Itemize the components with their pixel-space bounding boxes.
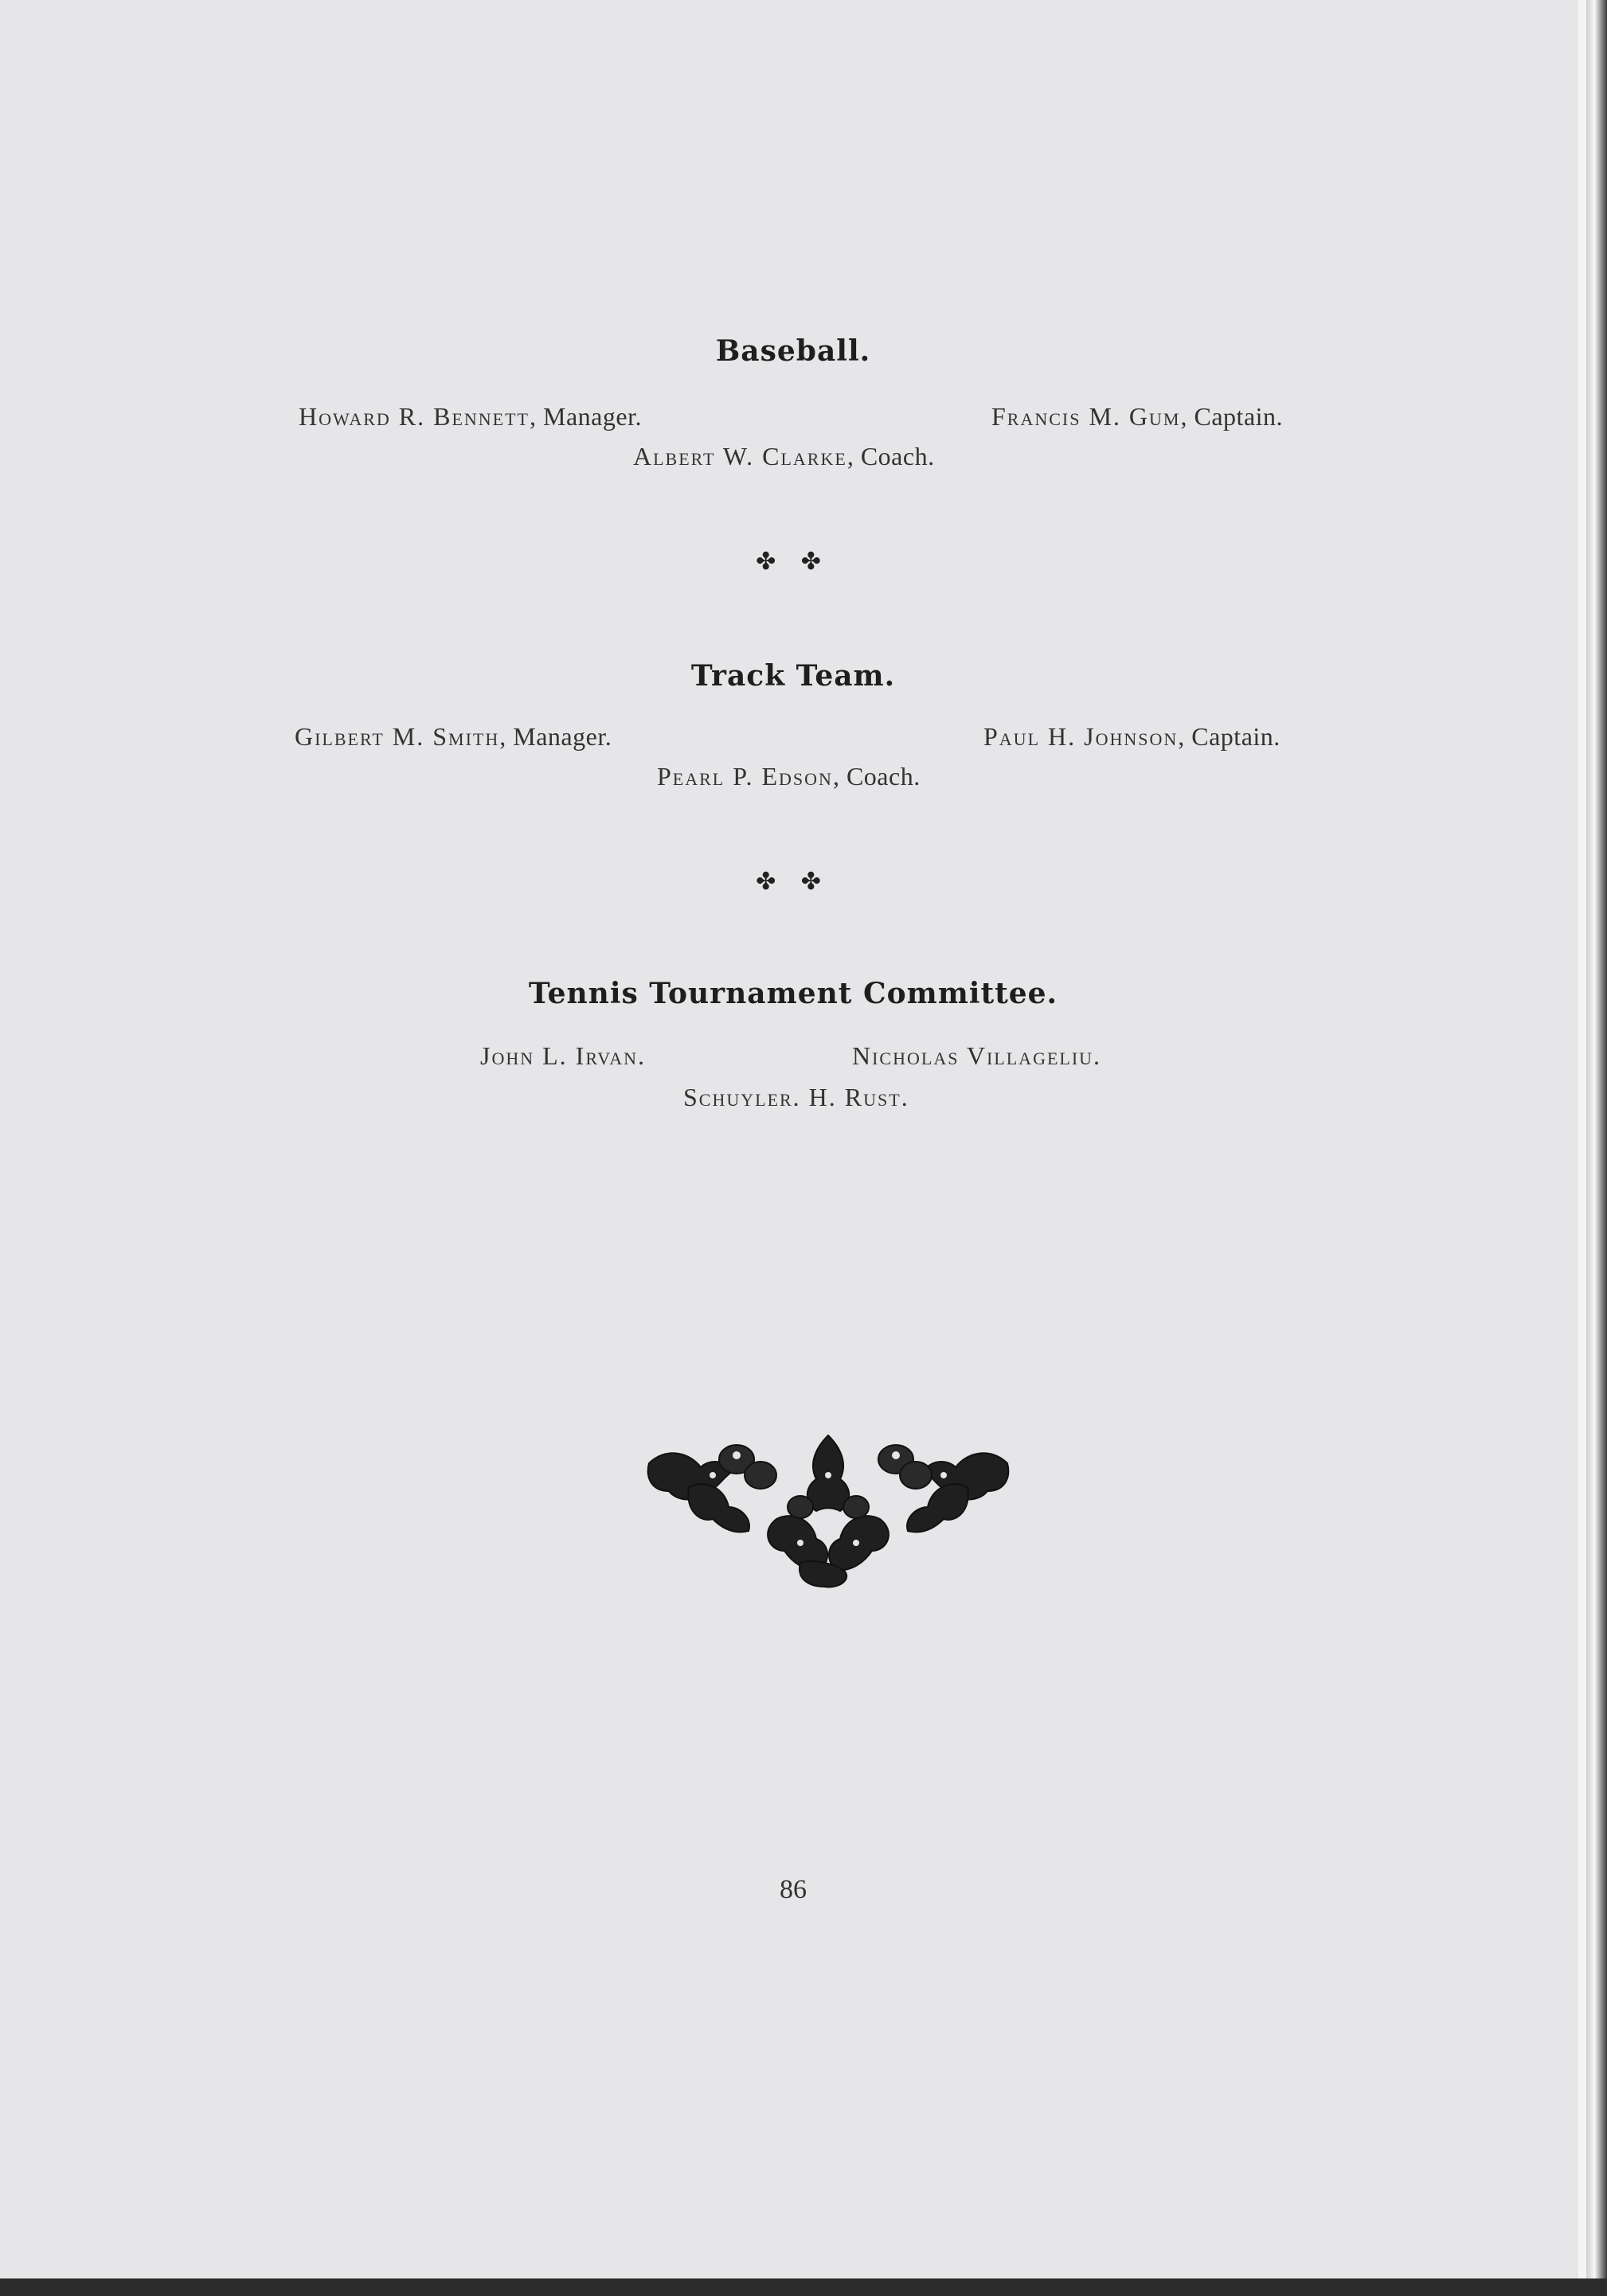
- person-name: Howard R. Bennett: [299, 402, 530, 431]
- track-manager: [295, 722, 612, 752]
- role-label: , Captain.: [1180, 402, 1284, 431]
- person-name: Pearl P. Edson: [657, 762, 833, 791]
- acorn-oak-leaf-ornament-icon: [641, 1431, 1015, 1591]
- track-captain: [983, 722, 1281, 752]
- section-separator: ✤ ✤: [756, 869, 831, 895]
- section-title-baseball: Baseball.: [715, 334, 871, 368]
- baseball-captain: [991, 402, 1283, 431]
- committee-member: Schuyler. H. Rust.: [683, 1083, 909, 1111]
- committee-member: Nicholas Villageliu.: [852, 1041, 1102, 1070]
- page-number: 86: [780, 1875, 807, 1904]
- person-name: Albert W. Clarke: [633, 442, 847, 471]
- role-label: , Captain.: [1178, 722, 1281, 751]
- role-label: , Coach.: [832, 762, 921, 791]
- person-name: Paul H. Johnson: [983, 722, 1179, 751]
- section-title-tennis-committee: Tennis Tournament Committee.: [528, 977, 1058, 1010]
- person-name: Gilbert M. Smith: [295, 722, 500, 751]
- section-separator: ✤ ✤: [756, 549, 831, 575]
- role-label: , Manager.: [499, 722, 612, 751]
- committee-member: John L. Irvan.: [480, 1041, 647, 1070]
- role-label: , Manager.: [530, 402, 642, 431]
- baseball-manager: [299, 402, 642, 431]
- page-edge: [1586, 0, 1607, 2296]
- scan-border: [0, 2278, 1607, 2296]
- section-title-track-team: Track Team.: [690, 659, 896, 693]
- role-label: , Coach.: [847, 442, 935, 471]
- track-coach: [657, 762, 921, 791]
- baseball-coach: [633, 442, 935, 471]
- person-name: Francis M. Gum: [991, 402, 1181, 431]
